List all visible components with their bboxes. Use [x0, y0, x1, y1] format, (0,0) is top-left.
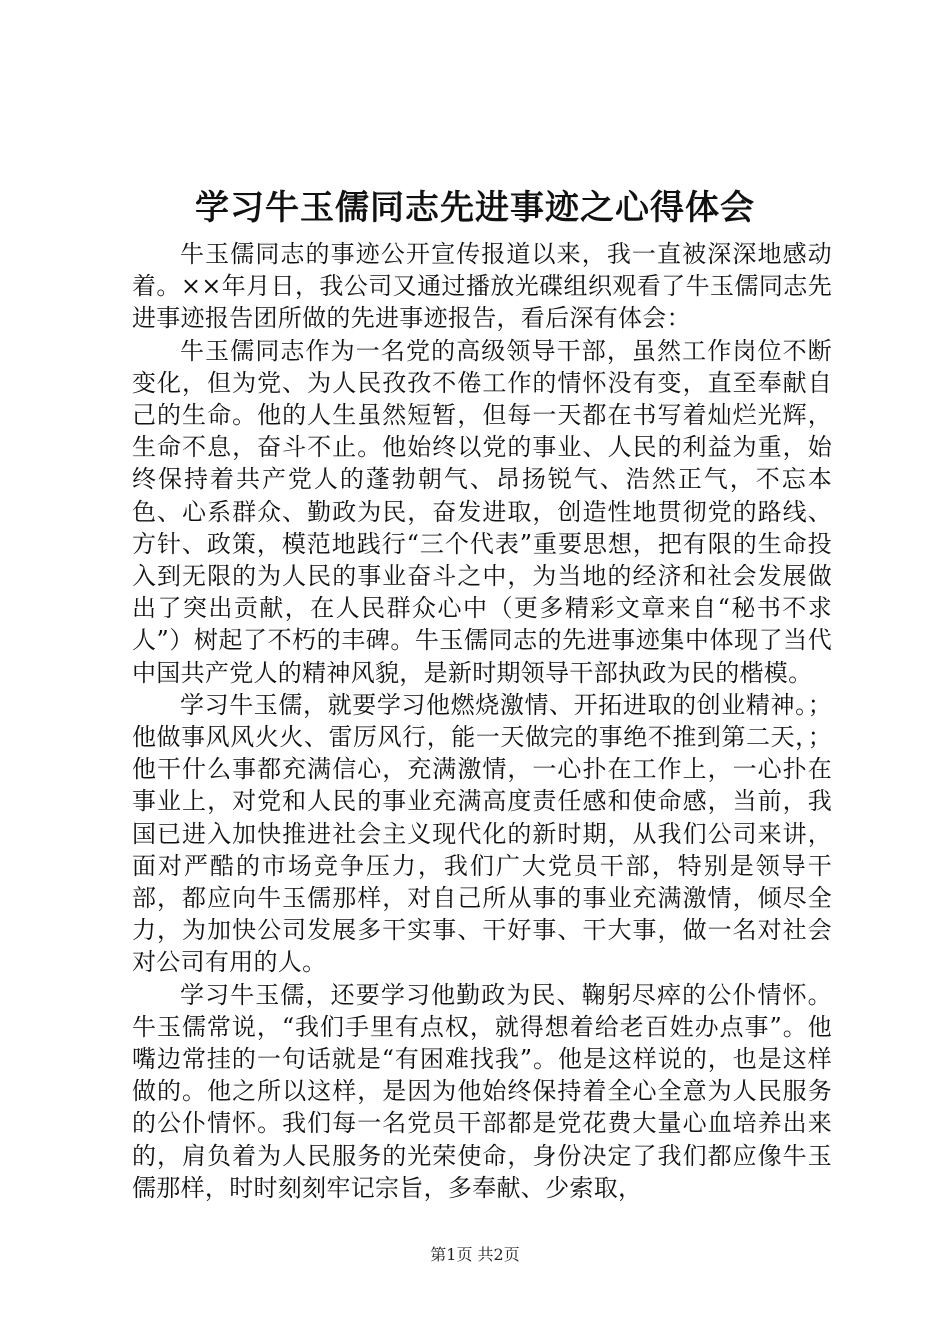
page-footer: 第1页 共2页 [430, 1245, 520, 1264]
document-title: 学习牛玉儒同志先进事迹之心得体会 [195, 188, 755, 228]
paragraph-4: 学习牛玉儒，还要学习他勤政为民、鞠躬尽瘁的公仆情怀。牛玉儒常说，“我们手里有点权，就得想着给老百姓办点事”。他嘴边常挂的一句话就是“有困难找我”。他是这样说的，也是这样做的。他之所以这样，是因为他始终保持着全心全意为人民服务的公仆情怀。我们每一名党员干部都是党花费大量心血培养出来的，肩负着为人民服务的光荣使命，身份决定了我们都应像牛玉儒那样，时时刻刻牢记宗旨，多奉献、少索取， [132, 980, 832, 1202]
paragraph-3: 学习牛玉儒，就要学习他燃烧激情、开拓进取的创业精神。；他做事风风火火、雷厉风行，能一天做完的事绝不推到第二天，；他干什么事都充满信心，充满激情，一心扑在工作上，一心扑在事业上，对党和人民的事业充满高度责任感和使命感，当前，我国已进入加快推进社会主义现代化的新时期，从我们公司来讲，面对严酷的市场竞争压力，我们广大党员干部，特别是领导干部，都应向牛玉儒那样，对自己所从事的事业充满激情，倾尽全力，为加快公司发展多干实事、干好事、干大事，做一名对社会对公司有用的人。 [132, 690, 832, 977]
document-body [132, 238, 832, 1204]
paragraph-1: 牛玉儒同志的事迹公开宣传报道以来，我一直被深深地感动着。××年月日，我公司又通过播放光碟组织观看了牛玉儒同志先进事迹报告团所做的先进事迹报告，看后深有体会： [132, 240, 832, 333]
paragraph-2: 牛玉儒同志作为一名党的高级领导干部，虽然工作岗位不断变化，但为党、为人民孜孜不倦工作的情怀没有变，直至奉献自己的生命。他的人生虽然短暂，但每一天都在书写着灿烂光辉，生命不息，奋斗不止。他始终以党的事业、人民的利益为重，始终保持着共产党人的蓬勃朝气、昂扬锐气、浩然正气，不忘本色、心系群众、勤政为民，奋发进取，创造性地贯彻党的路线、方针、政策，模范地践行“三个代表”重要思想，把有限的生命投入到无限的为人民的事业奋斗之中，为当地的经济和社会发展做出了突出贡献，在人民群众心中（更多精彩文章来自“秘书不求人”）树起了不朽的丰碑。牛玉儒同志的先进事迹集中体现了当代中国共产党人的精神风貌，是新时期领导干部执政为民的楷模。 [132, 336, 832, 687]
